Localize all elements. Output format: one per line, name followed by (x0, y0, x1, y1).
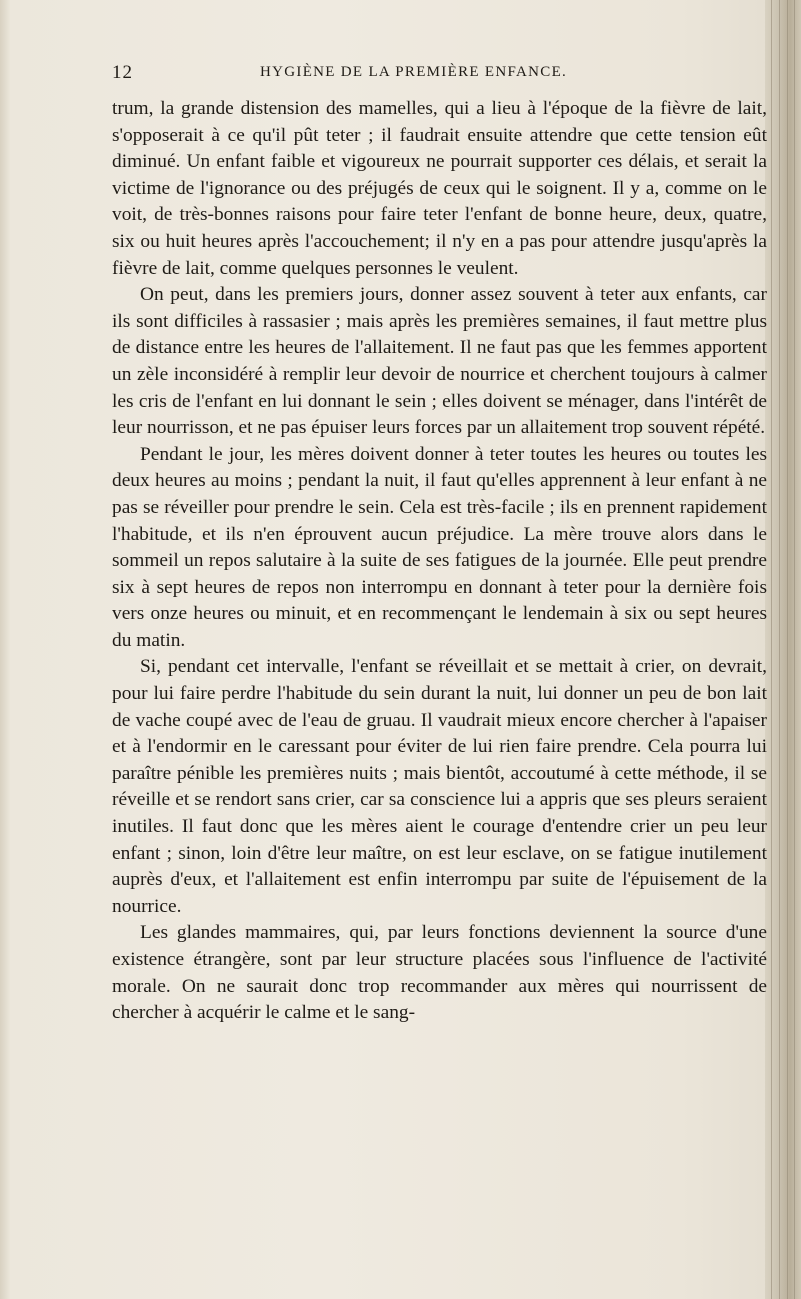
page-header (110, 62, 770, 86)
running-title: HYGIÈNE DE LA PREMIÈRE ENFANCE. (260, 64, 568, 80)
page-number: 12 (112, 62, 133, 83)
page-left-edge (0, 0, 10, 1299)
gutter-line (787, 0, 788, 1299)
paragraph: Si, pendant cet intervalle, l'enfant se réveillait et se mettait à crier, on devrait, pour lui faire perdre l'habitude du sein durant la nuit, lui donner un peu de bon lait de vache coupé avec de l'eau de gruau. Il vaudrait mieux encore chercher à l'apaiser et à l'endormir en le caressant pour éviter de lui rien faire prendre. Cela pourra lui paraître pénible les premières nuits ; mais bientôt, accoutumé à cette méthode, il se réveille et se rendort sans crier, car sa conscience lui a appris que ses pleurs seraient inutiles. Il faut donc que les mères aient le courage d'entendre crier un peu leur enfant ; sinon, loin d'être leur maître, on est leur esclave, on se fatigue inutilement auprès d'eux, et l'allaitement est enfin interrompu par suite de l'épuisement de la nourrice. (112, 656, 767, 917)
paragraph: trum, la grande distension des mamelles, qui a lieu à l'époque de la fièvre de lait, s'opposerait à ce qu'il pût teter ; il faudrait ensuite attendre que cette tension eût diminué. Un enfant faible et vigoureux ne pourrait supporter ces délais, et serait la victime de l'ignorance ou des préjugés de ceux qui le soignent. Il y a, comme on le voit, de très-bonnes raisons pour faire teter l'enfant de bonne heure, deux, quatre, six ou huit heures après l'accouchement; il n'y en a pas pour attendre jusqu'après la fièvre de lait, comme quelques personnes le veulent. (112, 98, 767, 279)
gutter-line (779, 0, 780, 1299)
book-gutter (765, 0, 801, 1299)
paragraph: Pendant le jour, les mères doivent donner à teter toutes les heures ou toutes les deux heures au moins ; pendant la nuit, il faut qu'elles apprennent à leur enfant à ne pas se réveiller pour prendre le sein. Cela est très-facile ; ils en prennent rapidement l'habitude, et ils n'en éprouvent aucun préjudice. La mère trouve alors dans le sommeil un repos salutaire à la suite de ses fatigues de la journée. Elle peut prendre six à sept heures de repos non interrompu en donnant à teter pour la dernière fois vers onze heures ou minuit, et en recommençant le lendemain à six ou sept heures du matin. (112, 443, 767, 651)
gutter-line (794, 0, 795, 1299)
body-text (112, 96, 767, 1027)
paragraph: On peut, dans les premiers jours, donner assez souvent à teter aux enfants, car ils sont difficiles à rassasier ; mais après les premières semaines, il faut mettre plus de distance entre les heures de l'allaitement. Il ne faut pas que les femmes apportent un zèle inconsidéré à remplir leur devoir de nourrice et cherchent toujours à calmer les cris de l'enfant en lui donnant le sein ; elles doivent se ménager, dans l'intérêt de leur nourrisson, et ne pas épuiser leurs forces par un allaitement trop souvent répété. (112, 284, 767, 439)
gutter-line (771, 0, 772, 1299)
paragraph: Les glandes mammaires, qui, par leurs fonctions deviennent la source d'une existence étrangère, sont par leur structure placées sous l'influence de l'activité morale. On ne saurait donc trop recommander aux mères qui nourrissent de chercher à acquérir le calme et le sang- (112, 922, 767, 1024)
